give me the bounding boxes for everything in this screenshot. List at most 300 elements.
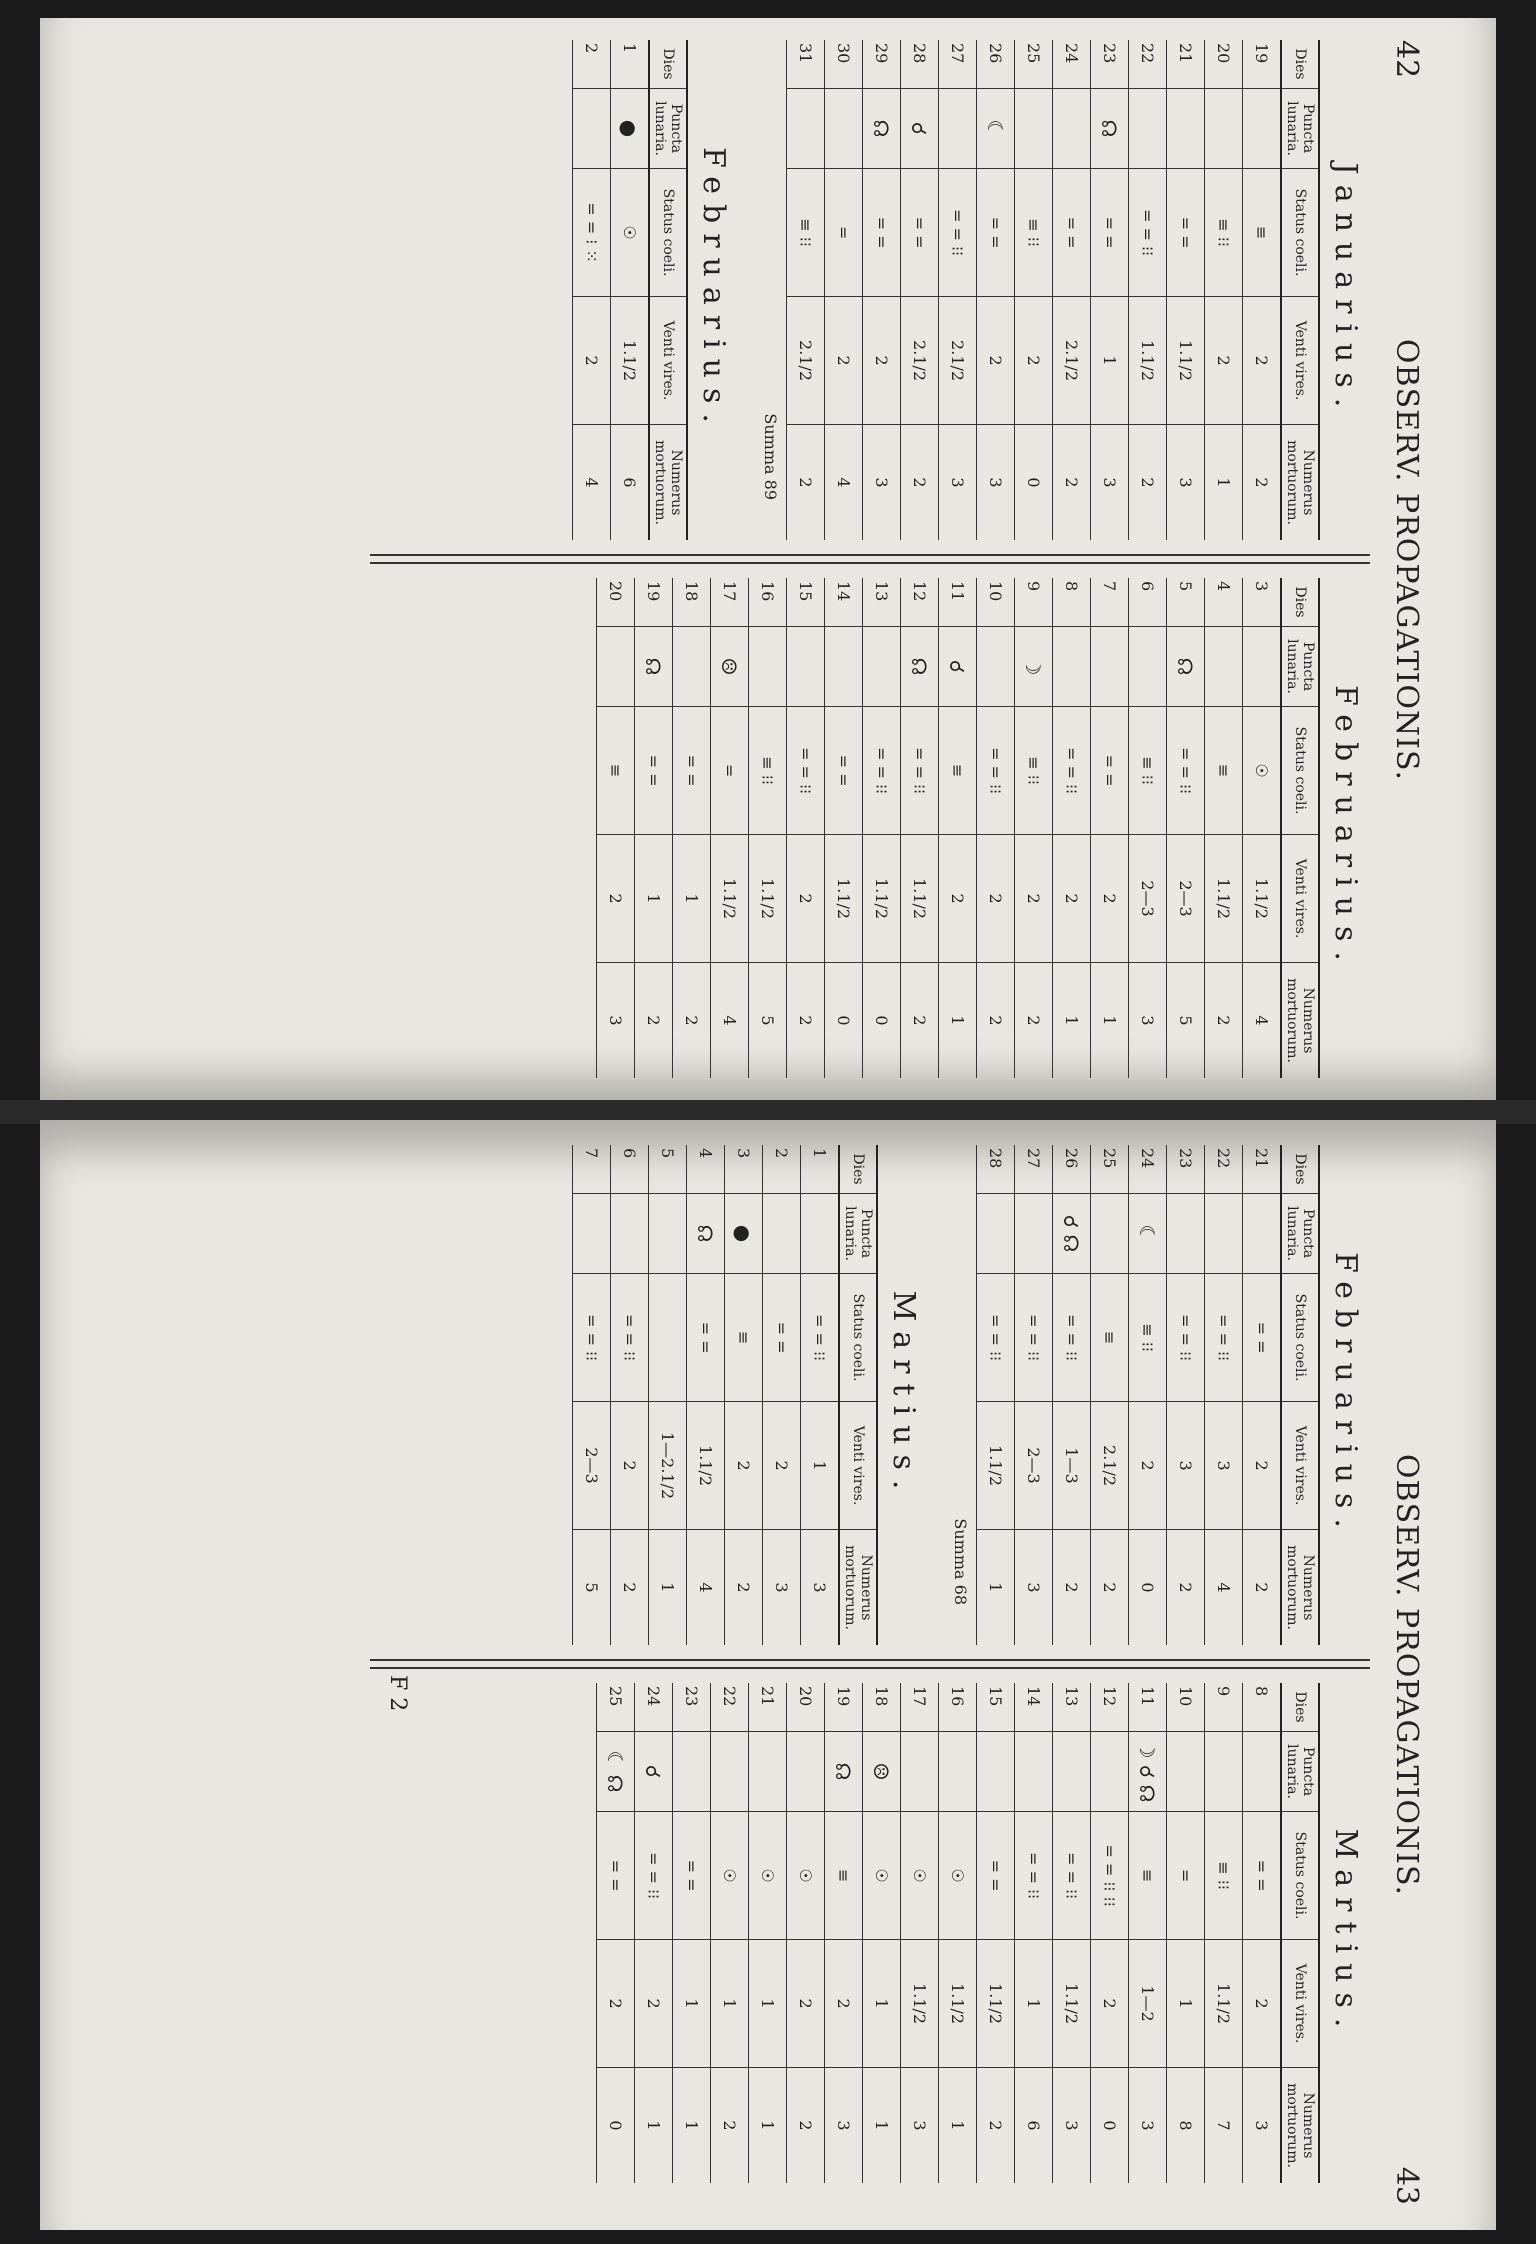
wind-force-cell: 2	[1243, 1402, 1282, 1530]
header-row	[649, 40, 687, 540]
lunar-symbol-cell	[1205, 626, 1243, 706]
column-februarius	[596, 578, 1370, 1078]
observation-table	[786, 40, 1320, 540]
deaths-count-cell: 5	[573, 1530, 611, 1645]
deaths-count-cell: 3	[1015, 1530, 1053, 1645]
wind-force-cell: 2	[977, 297, 1015, 425]
day-cell: 13	[1053, 1683, 1091, 1731]
column-martius	[596, 1683, 1370, 2183]
table-row	[1015, 1683, 1053, 2183]
deaths-count-cell: 1	[863, 2068, 901, 2183]
table-row	[825, 40, 863, 540]
day-cell: 9	[1015, 578, 1053, 626]
sky-status-cell: = = ⁝⁝	[1167, 707, 1205, 835]
table-row	[825, 1683, 863, 2183]
wind-force-cell: 2	[635, 1940, 673, 2068]
wind-force-cell: 1	[673, 835, 711, 963]
sky-status-cell: = = ⁝⁝	[1015, 1274, 1053, 1402]
lunar-symbol-cell	[1091, 1193, 1129, 1273]
table-body	[573, 40, 650, 540]
day-cell: 24	[1129, 1145, 1167, 1193]
sky-status-cell: ☉	[711, 1812, 749, 1940]
table-row	[725, 1145, 763, 1645]
deaths-count-cell: 5	[1167, 963, 1205, 1078]
wind-force-cell: 2.1/2	[1053, 297, 1091, 425]
sky-status-cell: ≡	[825, 1812, 863, 1940]
lunar-symbol-cell	[939, 88, 977, 168]
lunar-symbol-cell	[1205, 1731, 1243, 1811]
wind-force-cell: 1.1/2	[1167, 297, 1205, 425]
table-row	[1015, 578, 1053, 1078]
deaths-count-cell: 2	[711, 2068, 749, 2183]
sky-status-cell: ≡ ⁝⁝	[1129, 707, 1167, 835]
sky-status-cell: ≡ ⁝⁝	[1015, 707, 1053, 835]
lunar-symbol-cell: ☾	[977, 88, 1015, 168]
day-cell: 19	[825, 1683, 863, 1731]
table-row	[1129, 578, 1167, 1078]
deaths-count-cell: 2	[1243, 425, 1282, 540]
wind-force-cell: 2—3	[1129, 835, 1167, 963]
lunar-symbol-cell: ☊	[863, 88, 901, 168]
table-row	[901, 578, 939, 1078]
header-row	[839, 1145, 877, 1645]
sky-status-cell: = =	[977, 1812, 1015, 1940]
sky-status-cell: = = ⁝⁝	[939, 169, 977, 297]
lunar-symbol-cell	[763, 1193, 801, 1273]
day-cell: 23	[673, 1683, 711, 1731]
deaths-count-cell: 4	[1243, 963, 1282, 1078]
wind-force-cell: 2	[1091, 835, 1129, 963]
wind-force-cell: 1—3	[1053, 1402, 1091, 1530]
sky-status-cell: ☉	[611, 169, 650, 297]
deaths-count-cell: 3	[1129, 2068, 1167, 2183]
deaths-count-cell: 4	[573, 425, 611, 540]
day-cell: 4	[687, 1145, 725, 1193]
table-row	[1167, 1145, 1205, 1645]
sky-status-cell: = =	[901, 169, 939, 297]
table-row	[863, 1683, 901, 2183]
header-numerus: Numerus mortuorum.	[839, 1530, 877, 1645]
deaths-count-cell: 1	[1205, 425, 1243, 540]
wind-force-cell: 1.1/2	[901, 1940, 939, 2068]
wind-force-cell: 1.1/2	[977, 1402, 1015, 1530]
day-cell: 18	[863, 1683, 901, 1731]
table-row	[1205, 40, 1243, 540]
wind-force-cell: 2	[1205, 297, 1243, 425]
deaths-count-cell: 2	[1091, 1530, 1129, 1645]
lunar-symbol-cell	[649, 1193, 687, 1273]
table-head	[1281, 1683, 1319, 2183]
day-cell: 8	[1053, 578, 1091, 626]
column-divider	[370, 554, 1370, 564]
day-cell: 26	[977, 40, 1015, 88]
deaths-count-cell: 2	[977, 963, 1015, 1078]
lunar-symbol-cell	[573, 1193, 611, 1273]
column-januarius	[572, 40, 1370, 540]
lunar-symbol-cell	[749, 626, 787, 706]
sky-status-cell: ≡	[1091, 1274, 1129, 1402]
deaths-count-cell: 3	[1053, 2068, 1091, 2183]
lunar-symbol-cell	[1167, 1731, 1205, 1811]
day-cell: 22	[711, 1683, 749, 1731]
table-body	[597, 1683, 1282, 2183]
deaths-count-cell: 3	[1243, 2068, 1282, 2183]
day-cell: 2	[573, 40, 611, 88]
wind-force-cell: 1.1/2	[1205, 835, 1243, 963]
wind-force-cell: 1.1/2	[611, 297, 650, 425]
day-cell: 5	[1167, 578, 1205, 626]
wind-force-cell: 1.1/2	[977, 1940, 1015, 2068]
day-cell: 16	[749, 578, 787, 626]
deaths-count-cell: 3	[863, 425, 901, 540]
table-row	[1205, 1683, 1243, 2183]
table-row	[749, 578, 787, 1078]
day-cell: 9	[1205, 1683, 1243, 1731]
table-row	[863, 578, 901, 1078]
observation-table	[572, 40, 688, 540]
wind-force-cell: 1.1/2	[1243, 835, 1282, 963]
wind-force-cell: 1	[801, 1402, 840, 1530]
sky-status-cell: = =	[635, 707, 673, 835]
lunar-symbol-cell	[939, 1731, 977, 1811]
day-cell: 20	[787, 1683, 825, 1731]
day-cell: 21	[749, 1683, 787, 1731]
lunar-symbol-cell	[1053, 88, 1091, 168]
day-cell: 22	[1129, 40, 1167, 88]
lunar-symbol-cell: ☾ ☊	[597, 1731, 635, 1811]
wind-force-cell: 2	[825, 1940, 863, 2068]
header-puncta: Puncta lunaria.	[1281, 1193, 1319, 1273]
sky-status-cell: = = ⁝⁝	[787, 707, 825, 835]
sky-status-cell	[649, 1274, 687, 1402]
header-status: Status coeli.	[1281, 1274, 1319, 1402]
header-dies: Dies	[1281, 578, 1319, 626]
header-puncta: Puncta lunaria.	[839, 1193, 877, 1273]
sky-status-cell: = = ⁝⁝	[573, 1274, 611, 1402]
table-row	[939, 40, 977, 540]
wind-force-cell: 2	[977, 835, 1015, 963]
deaths-count-cell: 1	[977, 1530, 1015, 1645]
day-cell: 17	[901, 1683, 939, 1731]
month-title: Januarius.	[1328, 162, 1363, 418]
deaths-count-cell: 1	[939, 2068, 977, 2183]
table-row	[1015, 1145, 1053, 1645]
day-cell: 28	[977, 1145, 1015, 1193]
month-title: Martius.	[1328, 1828, 1363, 2038]
wind-force-cell: 1	[673, 1940, 711, 2068]
table-row	[649, 1145, 687, 1645]
table-row	[1243, 578, 1282, 1078]
lunar-symbol-cell	[1091, 1731, 1129, 1811]
lunar-symbol-cell	[1015, 1193, 1053, 1273]
sky-status-cell: =	[1167, 1812, 1205, 1940]
page-header	[1370, 30, 1430, 1090]
day-cell: 25	[597, 1683, 635, 1731]
deaths-count-cell: 0	[597, 2068, 635, 2183]
wind-force-cell: 2.1/2	[1091, 1402, 1129, 1530]
running-head: OBSERV. PROPAGATIONIS.	[1389, 1453, 1424, 1897]
header-venti: Venti vires.	[1281, 835, 1319, 963]
deaths-count-cell: 0	[1129, 1530, 1167, 1645]
lunar-symbol-cell	[1015, 1731, 1053, 1811]
sky-status-cell: = =	[687, 1274, 725, 1402]
day-cell: 22	[1205, 1145, 1243, 1193]
table-head	[1281, 40, 1319, 540]
day-cell: 29	[863, 40, 901, 88]
lunar-symbol-cell	[825, 88, 863, 168]
day-cell: 6	[1129, 578, 1167, 626]
deaths-count-cell: 4	[825, 425, 863, 540]
wind-force-cell: 2	[1053, 835, 1091, 963]
day-cell: 1	[801, 1145, 840, 1193]
wind-force-cell: 2	[1129, 1402, 1167, 1530]
lunar-symbol-cell: ☌	[939, 626, 977, 706]
deaths-count-cell: 2	[1015, 963, 1053, 1078]
wind-force-cell: 1	[749, 1940, 787, 2068]
table-row	[977, 1145, 1015, 1645]
table-row	[597, 578, 635, 1078]
sky-status-cell: ≡ ⁝⁝	[1205, 1812, 1243, 1940]
table-row	[1015, 40, 1053, 540]
day-cell: 7	[573, 1145, 611, 1193]
wind-force-cell: 2	[863, 297, 901, 425]
table-row	[611, 40, 650, 540]
day-cell: 26	[1053, 1145, 1091, 1193]
lunar-symbol-cell	[1129, 626, 1167, 706]
month-title: Martius.	[886, 1290, 921, 1500]
header-status: Status coeli.	[649, 169, 687, 297]
table-row	[673, 578, 711, 1078]
day-cell: 11	[1129, 1683, 1167, 1731]
month-title: Februarius.	[696, 147, 731, 433]
table-row	[901, 40, 939, 540]
sky-status-cell: = = ⁝⁝	[611, 1274, 649, 1402]
table-body	[977, 1145, 1282, 1645]
table-row	[787, 40, 825, 540]
wind-force-cell: 2	[1091, 1940, 1129, 2068]
table-body	[573, 1145, 840, 1645]
deaths-count-cell: 6	[1015, 2068, 1053, 2183]
wind-force-cell: 1.1/2	[1129, 297, 1167, 425]
page-header	[1370, 1135, 1430, 2215]
sky-status-cell: = =	[863, 169, 901, 297]
sky-status-cell: = = ⁝⁝	[1129, 169, 1167, 297]
day-cell: 27	[1015, 1145, 1053, 1193]
table-row	[1091, 1145, 1129, 1645]
table-row	[939, 578, 977, 1078]
header-venti: Venti vires.	[1281, 297, 1319, 425]
sky-status-cell: = = ⁝⁝ ⁝⁝	[1091, 1812, 1129, 1940]
table-row	[863, 40, 901, 540]
header-venti: Venti vires.	[839, 1402, 877, 1530]
wind-force-cell: 2	[597, 1940, 635, 2068]
month-title: Februarius.	[1328, 685, 1363, 971]
page-number: 43	[1389, 2166, 1424, 2205]
sky-status-cell: ☉	[939, 1812, 977, 1940]
header-puncta: Puncta lunaria.	[1281, 1731, 1319, 1811]
table-row	[901, 1683, 939, 2183]
sky-status-cell: = = ⁝ ⁙	[573, 169, 611, 297]
lunar-symbol-cell	[977, 626, 1015, 706]
day-cell: 12	[1091, 1683, 1129, 1731]
observation-table	[976, 1145, 1320, 1645]
deaths-count-cell: 5	[749, 963, 787, 1078]
day-cell: 6	[611, 1145, 649, 1193]
sky-status-cell: ≡ ⁝⁝	[1129, 1274, 1167, 1402]
table-row	[1205, 1145, 1243, 1645]
table-row	[1243, 1683, 1282, 2183]
lunar-symbol-cell: ☌ ☊	[1053, 1193, 1091, 1273]
wind-force-cell: 3	[1167, 1402, 1205, 1530]
day-cell: 28	[901, 40, 939, 88]
table-row	[1167, 1683, 1205, 2183]
wind-force-cell: 2.1/2	[939, 297, 977, 425]
day-cell: 21	[1243, 1145, 1282, 1193]
deaths-count-cell: 3	[801, 1530, 840, 1645]
wind-force-cell: 1.1/2	[939, 1940, 977, 2068]
day-cell: 8	[1243, 1683, 1282, 1731]
deaths-count-cell: 2	[635, 963, 673, 1078]
table-row	[635, 1683, 673, 2183]
day-cell: 19	[635, 578, 673, 626]
wind-force-cell: 1.1/2	[687, 1402, 725, 1530]
day-cell: 15	[787, 578, 825, 626]
column-divider	[370, 1659, 1370, 1669]
header-dies: Dies	[1281, 1145, 1319, 1193]
observation-table	[596, 578, 1320, 1078]
sky-status-cell: = =	[1091, 707, 1129, 835]
deaths-count-cell: 3	[1167, 425, 1205, 540]
deaths-count-cell: 6	[611, 425, 650, 540]
table-row	[673, 1683, 711, 2183]
header-row	[1281, 1145, 1319, 1645]
deaths-count-cell: 2	[1129, 425, 1167, 540]
wind-force-cell: 1—2	[1129, 1940, 1167, 2068]
page-number: 42	[1389, 40, 1424, 79]
header-status: Status coeli.	[839, 1274, 877, 1402]
lunar-symbol-cell: ☊	[1091, 88, 1129, 168]
day-cell: 24	[1053, 40, 1091, 88]
table-row	[825, 578, 863, 1078]
day-cell: 3	[1243, 578, 1282, 626]
lunar-symbol-cell	[1015, 88, 1053, 168]
table-row	[573, 1145, 611, 1645]
table-row	[977, 578, 1015, 1078]
day-cell: 10	[1167, 1683, 1205, 1731]
sky-status-cell: = =	[1091, 169, 1129, 297]
sky-status-cell: ≡ ⁝⁝	[787, 169, 825, 297]
header-dies: Dies	[649, 40, 687, 88]
wind-force-cell: 2	[597, 835, 635, 963]
table-row	[1129, 1683, 1167, 2183]
wind-force-cell: 2—3	[1167, 835, 1205, 963]
lunar-symbol-cell	[901, 1731, 939, 1811]
lunar-symbol-cell	[1243, 88, 1282, 168]
sky-status-cell: = =	[673, 707, 711, 835]
sky-status-cell: ≡	[597, 707, 635, 835]
deaths-count-cell: 0	[1091, 2068, 1129, 2183]
sky-status-cell: = = ⁝⁝	[1053, 707, 1091, 835]
lunar-symbol-cell: ☌	[901, 88, 939, 168]
day-cell: 17	[711, 578, 749, 626]
day-cell: 14	[825, 578, 863, 626]
sky-status-cell: = =	[825, 707, 863, 835]
day-cell: 4	[1205, 578, 1243, 626]
table-row	[977, 40, 1015, 540]
deaths-count-cell: 1	[635, 2068, 673, 2183]
lunar-symbol-cell: ☹	[863, 1731, 901, 1811]
table-row	[1053, 578, 1091, 1078]
day-cell: 23	[1091, 40, 1129, 88]
wind-force-cell: 2	[763, 1402, 801, 1530]
deaths-count-cell: 1	[1091, 963, 1129, 1078]
table-body	[597, 578, 1282, 1078]
sky-status-cell: ☉	[901, 1812, 939, 1940]
table-row	[939, 1683, 977, 2183]
deaths-count-cell: 3	[1091, 425, 1129, 540]
sky-status-cell: ≡	[1129, 1812, 1167, 1940]
day-cell: 16	[939, 1683, 977, 1731]
lunar-symbol-cell: ☾	[1129, 1193, 1167, 1273]
deaths-count-cell: 3	[1129, 963, 1167, 1078]
wind-force-cell: 2	[787, 835, 825, 963]
wind-force-cell: 1	[1091, 297, 1129, 425]
day-cell: 5	[649, 1145, 687, 1193]
day-cell: 11	[939, 578, 977, 626]
wind-force-cell: 1	[1167, 1940, 1205, 2068]
sky-status-cell: = =	[597, 1812, 635, 1940]
month-title: Februarius.	[1328, 1252, 1363, 1538]
table-row	[977, 1683, 1015, 2183]
deaths-count-cell: 2	[611, 1530, 649, 1645]
lunar-symbol-cell: ☊	[635, 626, 673, 706]
sky-status-cell: ≡	[939, 707, 977, 835]
day-cell: 1	[611, 40, 650, 88]
sky-status-cell: ≡	[725, 1274, 763, 1402]
table-row	[711, 578, 749, 1078]
day-cell: 3	[725, 1145, 763, 1193]
day-cell: 2	[763, 1145, 801, 1193]
day-cell: 25	[1091, 1145, 1129, 1193]
deaths-count-cell: 2	[1243, 1530, 1282, 1645]
header-status: Status coeli.	[1281, 1812, 1319, 1940]
sky-status-cell: = = ⁝⁝	[1167, 1274, 1205, 1402]
sky-status-cell: ☉	[787, 1812, 825, 1940]
header-numerus: Numerus mortuorum.	[1281, 2068, 1319, 2183]
deaths-count-cell: 4	[1205, 1530, 1243, 1645]
sky-status-cell: ≡ ⁝⁝	[1015, 169, 1053, 297]
lunar-symbol-cell	[977, 1193, 1015, 1273]
header-venti: Venti vires.	[1281, 1402, 1319, 1530]
day-cell: 15	[977, 1683, 1015, 1731]
wind-force-cell: 1.1/2	[901, 835, 939, 963]
day-cell: 25	[1015, 40, 1053, 88]
deaths-count-cell: 3	[763, 1530, 801, 1645]
table-row	[1053, 1145, 1091, 1645]
lunar-symbol-cell	[673, 626, 711, 706]
day-cell: 18	[673, 578, 711, 626]
lunar-symbol-cell	[749, 1731, 787, 1811]
sky-status-cell: = = ⁝⁝	[901, 707, 939, 835]
header-numerus: Numerus mortuorum.	[1281, 1530, 1319, 1645]
sky-status-cell: = = ⁝⁝	[863, 707, 901, 835]
deaths-count-cell: 4	[711, 963, 749, 1078]
deaths-count-cell: 1	[749, 2068, 787, 2183]
table-row	[787, 1683, 825, 2183]
header-numerus: Numerus mortuorum.	[1281, 425, 1319, 540]
wind-force-cell: 1	[711, 1940, 749, 2068]
header-row	[1281, 1683, 1319, 2183]
